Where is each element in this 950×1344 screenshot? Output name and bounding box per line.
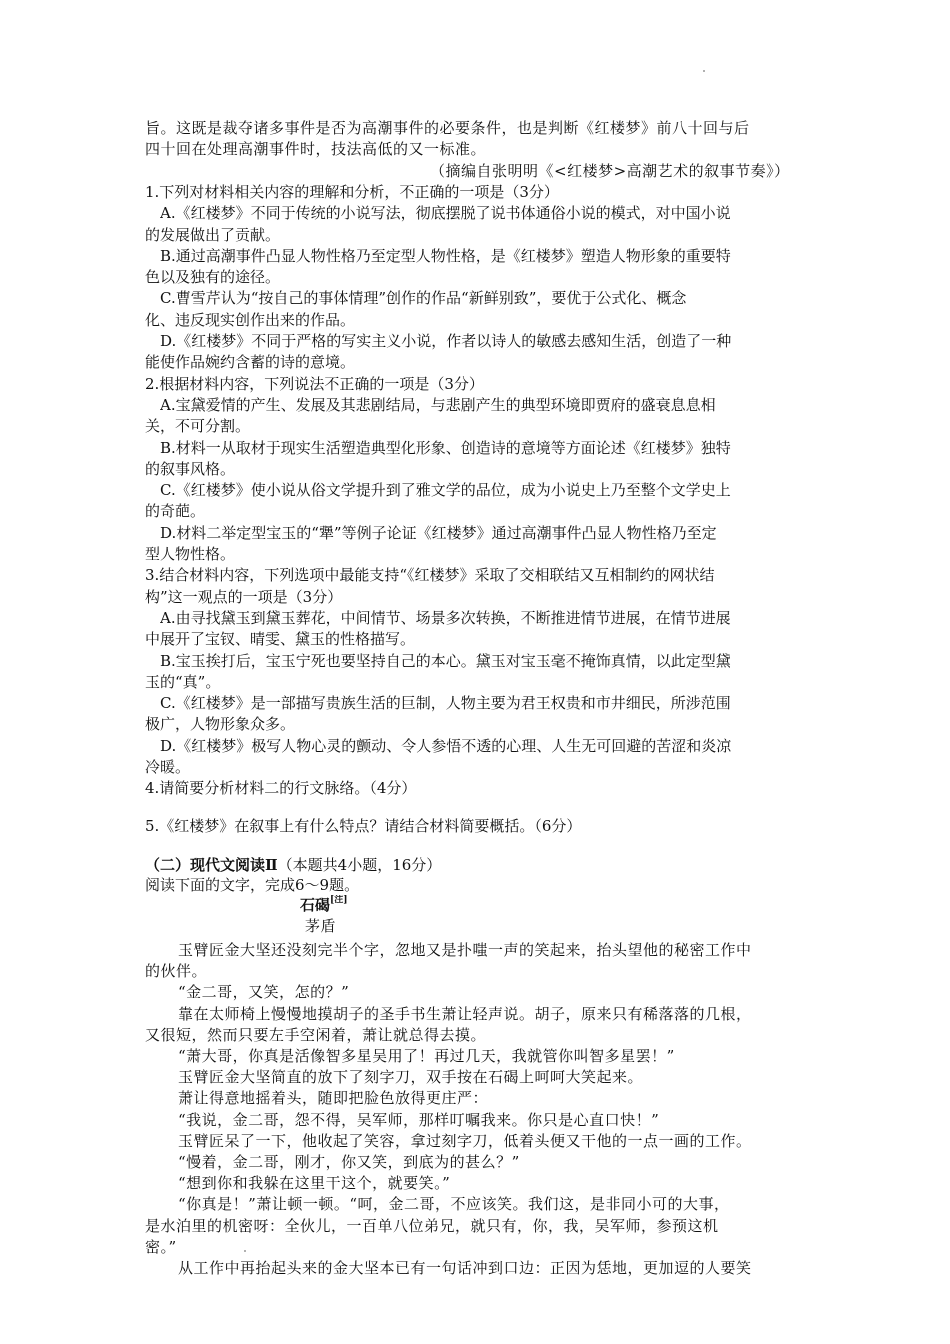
story-line: 的伙伴。 [145,962,208,981]
question-option: C.曹雪芹认为“按自己的事体情理”创作的作品“新鲜别致”，要优于公式化、概念 [160,289,687,308]
question-option: B.材料一从取材于现实生活塑造典型化形象、创造诗的意境等方面论述《红楼梦》独特 [160,438,731,457]
question-option: 能使作品婉约含蓄的诗的意境。 [145,353,356,372]
story-line: “慢着，金二哥，刚才，你又笑，到底为的甚么？” [178,1152,520,1171]
question-stem: 3.结合材料内容，下列选项中最能支持“《红楼梦》采取了交相联结又互相制约的网状结 [145,566,715,585]
story-title-text: 石碣 [300,895,331,914]
question-stem: 2.根据材料内容，下列说法不正确的一项是（3分） [145,374,484,393]
question-stem: 1.下列对材料相关内容的理解和分析，不正确的一项是（3分） [145,182,559,201]
story-title [300,895,950,915]
story-line: 密。” [145,1237,177,1256]
question-option: D.《红楼梦》不同于严格的写实主义小说，作者以诗人的敏感去感知生活，创造了一种 [160,332,732,350]
story-line: 又很短，然而只要左手空闲着，萧让就总得去摸。 [145,1025,487,1044]
page-mark [244,1250,246,1252]
story-line: 玉臂匠金大坚还没刻完半个字，忽地又是扑嗤一声的笑起来，抬头望他的秘密工作中 [178,940,752,959]
question-option: 极广，人物形象众多。 [145,715,296,734]
question-option: A.由寻找黛玉到黛玉葬花，中间情节、场景多次转换，不断推进情节进展，在情节进展 [160,608,731,627]
question-option: A.宝黛爱情的产生、发展及其悲剧结局，与悲剧产生的典型环境即贾府的盛衰息息相 [160,395,716,414]
source-citation: （摘编自张明明《<红楼梦>高潮艺术的叙事节奏》） [430,161,790,180]
question-option: 化、违反现实创作出来的作品。 [145,310,356,329]
question-option: B.宝玉挨打后，宝玉宁死也要坚持自己的本心。黛玉对宝玉毫不掩饰真情，以此定型黛 [160,651,731,670]
question-5: 5.《红楼梦》在叙事上有什么特点？请结合材料简要概括。（6分） [145,816,582,835]
question-option: D.《红楼梦》极写人物心灵的颤动、令人参悟不透的心理、人生无可回避的苦涩和炎凉 [160,736,732,755]
story-line: 靠在太师椅上慢慢地摸胡子的圣手书生萧让轻声说。胡子，原来只有稀落落的几根， [178,1004,752,1023]
story-line: 玉臂匠金大坚简直的放下了刻字刀，双手按在石碣上呵呵大笑起来。 [178,1068,644,1087]
question-option: C.《红楼梦》是一部描写贵族生活的巨制，人物主要为君王权贵和市井细民，所涉范围 [160,694,731,713]
story-line: “你真是！”萧让顿一顿。“呵，金二哥，不应该笑。我们这，是非同小可的大事， [178,1195,730,1214]
question-option: 的奇葩。 [145,502,206,521]
title-footnote-mark: [注] [330,894,348,905]
story-line: 是水泊里的机密呀：全伙儿，一百单八位弟兄，就只有，你，我，吴军师，参预这机 [145,1216,719,1235]
section-instruction: 阅读下面的文字，完成6～9题。 [145,875,360,894]
story-line: “金二哥，又笑，怎的？” [178,983,350,1002]
question-option: B.通过高潮事件凸显人物性格乃至定型人物性格，是《红楼梦》塑造人物形象的重要特 [160,246,731,265]
story-line: “想到你和我躲在这里干这个，就要笑。” [178,1174,451,1193]
story-line: 玉臂匠呆了一下，他收起了笑容，拿过刻字刀，低着头便又干他的一点一画的工作。 [178,1131,752,1150]
section-heading [145,855,815,875]
section-heading-bold: （二）现代文阅读Ⅱ [145,855,278,874]
question-option: 色以及独有的途径。 [145,268,281,287]
passage-line: 四十回在处理高潮事件时，技法高低的又一标准。 [145,140,487,159]
question-option: 的叙事风格。 [145,459,236,478]
question-stem: 构”这一观点的一项是（3分） [145,587,343,606]
story-author: 茅盾 [305,916,337,935]
question-4: 4.请简要分析材料二的行文脉络。（4分） [145,779,417,798]
page-mark [703,70,705,72]
story-line: 萧让得意地摇着头，随即把脸色放得更庄严： [178,1089,489,1108]
question-option: A.《红楼梦》不同于传统的小说写法，彻底摆脱了说书体通俗小说的模式，对中国小说 [160,204,731,223]
section-heading-rest: （本题共4小题，16分） [277,855,442,874]
story-line: 从工作中再抬起头来的金大坚本已有一句话冲到口边：正因为恁地，更加逗的人要笑 [178,1258,752,1277]
question-option: D.材料二举定型宝玉的“犟”等例子论证《红楼梦》通过高潮事件凸显人物性格乃至定 [160,523,717,542]
question-option: 冷暖。 [145,758,191,776]
question-option: C.《红楼梦》使小说从俗文学提升到了雅文学的品位，成为小说史上乃至整个文学史上 [160,481,731,500]
question-option: 关，不可分割。 [145,417,251,436]
passage-line: 旨。这既是裁夺诸多事件是否为高潮事件的必要条件，也是判断《红楼梦》前八十回与后 [145,119,750,137]
question-option: 的发展做出了贡献。 [145,225,281,244]
question-option: 型人物性格。 [145,545,236,563]
story-line: “萧大哥，你真是活像智多星吴用了！再过几天，我就管你叫智多星罢！” [178,1046,675,1065]
question-option: 玉的“真”。 [145,672,221,691]
story-line: “我说，金二哥，怨不得，吴军师，那样叮嘱我来。你只是心直口快！” [178,1110,660,1129]
question-option: 中展开了宝钗、晴雯、黛玉的性格描写。 [145,630,416,649]
